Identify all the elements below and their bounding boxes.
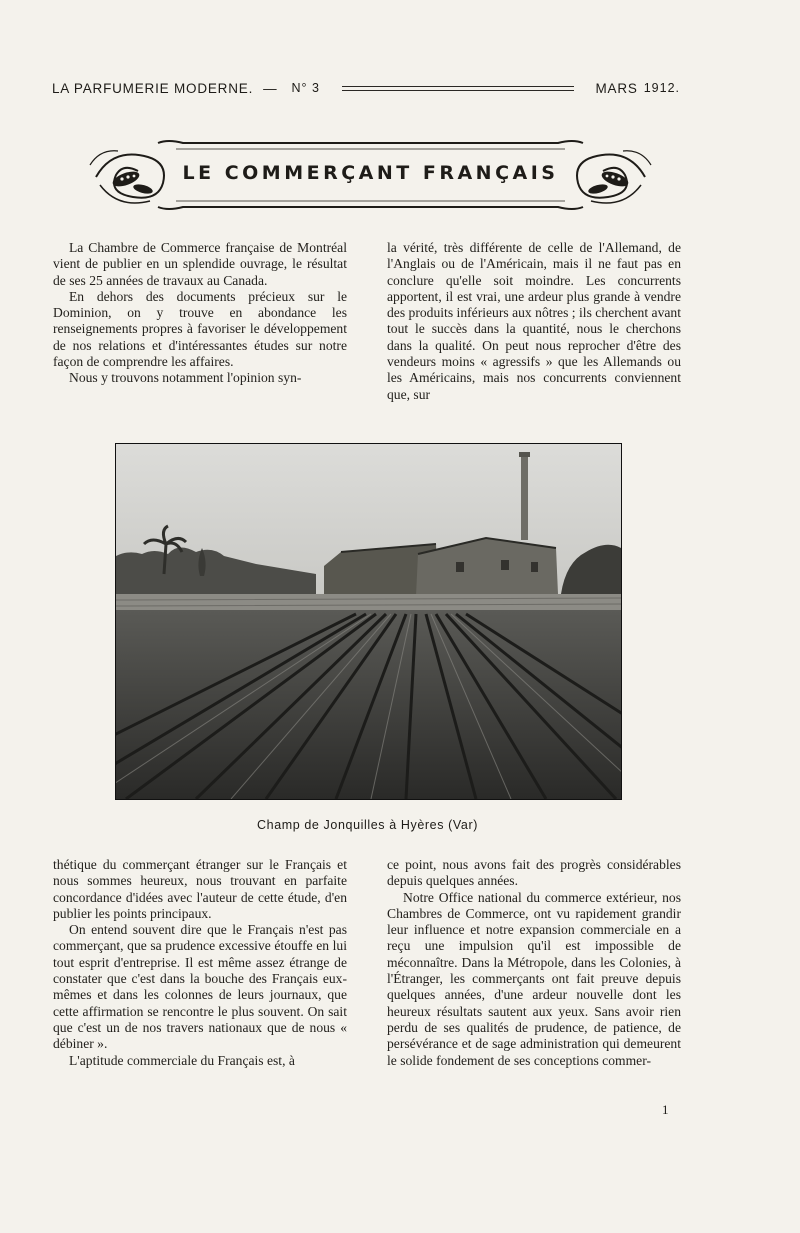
paragraph: L'aptitude commerciale du Français est, à	[69, 1052, 295, 1068]
figure-caption: Champ de Jonquilles à Hyères (Var)	[257, 818, 478, 832]
running-header	[52, 78, 680, 98]
paragraph: En dehors des documents précieux sur le Dominion, on y trouve en abondance les renseignements propres à favoriser le développement de nos relations et d'intéressantes études sur notre façon de comprendre les affaires.	[53, 288, 347, 370]
issue-year: 1912.	[643, 81, 680, 95]
paragraph: On entend souvent dire que le Français n'est pas commerçant, que sa prudence excessive étouffe en lui tout esprit d'entreprise. Il est même assez étrange de constater que c'est dans la bouche des Français eux-mêmes et dans les colonnes de leurs journaux, que cette affirmation se rencontre le plus souvent. On sait que c'est un de nos travers nationaux que de nous « débiner ».	[53, 922, 347, 1052]
window	[501, 560, 509, 570]
paragraph-continued: la vérité, très différente de celle de l'Allemand, de l'Anglais ou de l'Américain, mais il ne faut pas en conclure qu'elle soit moindre. Les concurrents apportent, il est vrai, une ardeur plus grande à vendre des produits inférieurs aux nôtres ; ils cherchent avant tout le succès dans la quantité, nous le cherchons dans la qualité. On peut nous reprocher d'être des vendeurs moins « agressifs » que les Allemands ou les Américains, mais nos concurrents conviennent que, sur	[387, 240, 681, 402]
factory-chimney	[521, 454, 528, 540]
issue-number: N° 3	[291, 81, 320, 95]
stone-wall	[116, 594, 621, 612]
journal-title: LA PARFUMERIE MODERNE.	[52, 80, 254, 96]
page-number: 1	[662, 1102, 669, 1117]
column-top-left	[53, 240, 347, 387]
column-bottom-right	[387, 857, 681, 1069]
issue-month: MARS	[595, 80, 638, 96]
paragraph: Notre Office national du commerce extérieur, nos Chambres de Commerce, ont vu rapidement grandir leur influence et notre expansion commerciale en a reçu une impulsion qu'il est impossible de méconnaître. Dans la Métropole, dans les Colonies, à l'Étranger, les commerçants ont fait preuve depuis quelques années, d'une ardeur nouvelle dont les heureux résultats sautent aux yeux. Sans avoir rien perdu de ses qualités de prudence, de patience, de persévérance et de sage administration qui demeurent le solide fondement de ses conceptions commer-	[387, 889, 681, 1068]
paragraph: La Chambre de Commerce française de Montréal vient de publier en un splendide ouvrage, le résultat de ses 25 années de travaux au Canada.	[53, 240, 347, 288]
photograph-jonquil-field	[115, 443, 622, 800]
header-rule	[342, 86, 574, 91]
title-banner	[88, 135, 653, 215]
paragraph-continued: ce point, nous avons fait des progrès considérables depuis quelques années.	[387, 857, 681, 889]
column-bottom-left	[53, 857, 347, 1069]
column-top-right	[387, 240, 681, 403]
window	[456, 562, 464, 572]
paragraph-continued: thétique du commerçant étranger sur le Français et nous sommes heureux, nous trouvant en parfaite concordance d'idées avec l'auteur de cette étude, d'en publier les points principaux.	[53, 857, 347, 921]
article-title: LE COMMERÇANT FRANÇAIS	[182, 162, 559, 184]
header-dash: —	[263, 80, 278, 96]
field	[116, 610, 621, 799]
window	[531, 562, 538, 572]
chimney-cap	[519, 452, 530, 457]
paragraph: Nous y trouvons notamment l'opinion syn-	[69, 370, 302, 386]
